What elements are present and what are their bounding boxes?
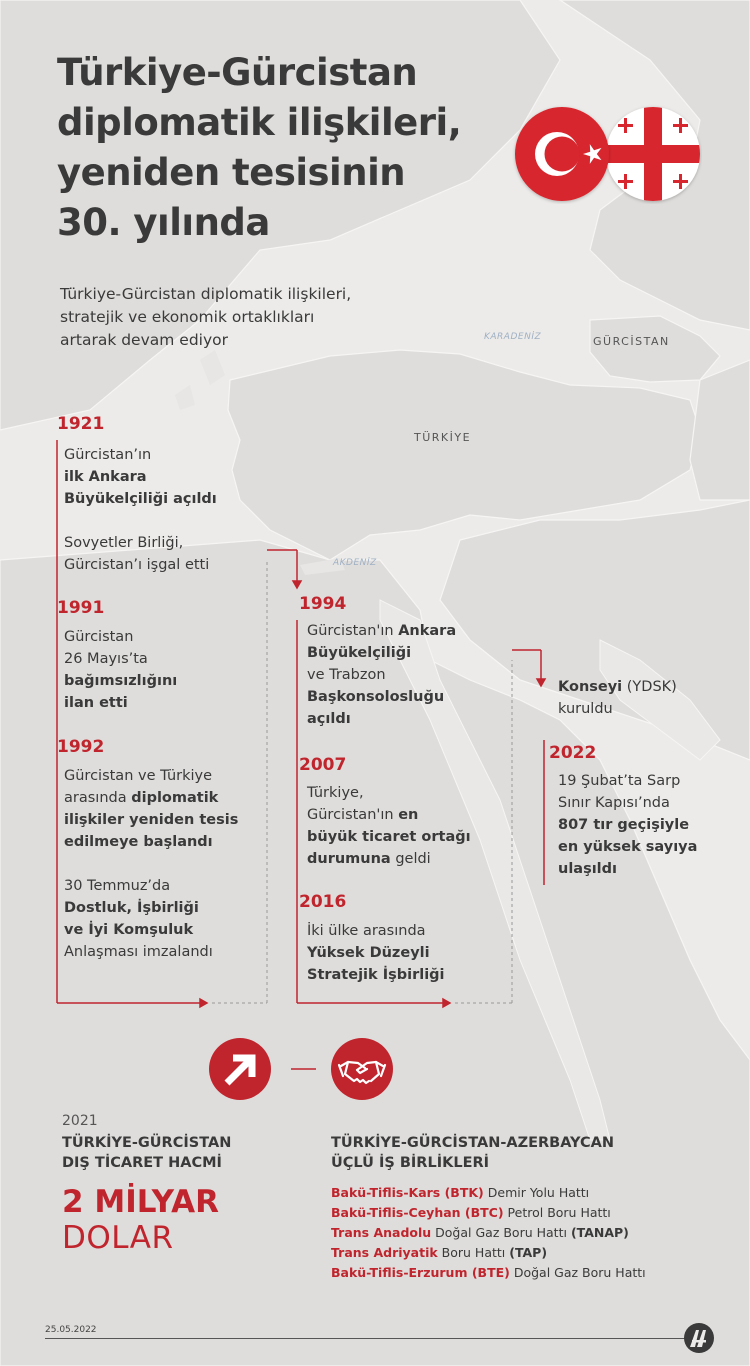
event-highlight: durumuna: [307, 851, 391, 867]
year-2016: 2016: [299, 892, 347, 912]
year-2022: 2022: [549, 743, 597, 763]
event-highlight: 807 tır geçişiyle: [558, 817, 690, 833]
event-highlight: açıldı: [307, 711, 351, 727]
event-line: kuruldu: [558, 701, 613, 717]
event-highlight: en yüksek sayıya: [558, 839, 698, 855]
event-line: geldi: [395, 851, 431, 867]
event-highlight: Büyükelçiliği açıldı: [64, 491, 217, 507]
event-line: Anlaşması imzalandı: [64, 944, 213, 960]
project-name: Trans Anadolu: [331, 1225, 432, 1240]
list-item: [331, 1243, 646, 1263]
title-line: Türkiye-Gürcistan: [57, 51, 418, 94]
subtitle-line: stratejik ve ekonomik ortaklıkları: [60, 308, 315, 326]
projects-heading-line: TÜRKİYE-GÜRCİSTAN-AZERBAYCAN: [331, 1135, 615, 1151]
event-highlight: en: [398, 807, 419, 823]
project-name: Trans Adriyatik: [331, 1245, 438, 1260]
list-item: [331, 1183, 646, 1203]
event-highlight: Dostluk, İşbirliği: [64, 900, 199, 916]
project-name: Bakü-Tiflis-Ceyhan (BTC): [331, 1205, 504, 1220]
event-line: Sınır Kapısı’nda: [558, 795, 670, 811]
event-1992-relations: [64, 765, 238, 853]
project-suffix: (TANAP): [570, 1225, 629, 1240]
project-desc: Petrol Boru Hattı: [507, 1205, 611, 1220]
year-1921: 1921: [57, 414, 105, 434]
event-line: Gürcistan: [64, 629, 134, 645]
event-highlight: Büyükelçiliği: [307, 645, 412, 661]
event-2022: [558, 770, 697, 880]
title-line: yeniden tesisinin: [57, 151, 406, 194]
event-highlight: Başkonsolosluğu: [307, 689, 445, 705]
list-item: [331, 1223, 646, 1243]
aa-logo: [683, 1322, 715, 1354]
event-highlight: ilk Ankara: [64, 469, 147, 485]
map-label-black-sea: KARADENİZ: [484, 332, 542, 342]
event-line: (YDSK): [626, 679, 677, 695]
trade-heading: [62, 1133, 231, 1173]
event-1991: [64, 626, 177, 714]
event-line: ve Trabzon: [307, 667, 386, 683]
event-highlight: Ankara: [398, 623, 457, 639]
event-highlight: büyük ticaret ortağı: [307, 829, 471, 845]
event-2016-continued: [558, 676, 677, 720]
projects-heading-line: ÜÇLÜ İŞ BİRLİKLERİ: [331, 1155, 490, 1171]
event-line: Gürcistan’ı işgal etti: [64, 557, 210, 573]
event-1994: [307, 620, 456, 730]
year-2007: 2007: [299, 755, 347, 775]
event-highlight: bağımsızlığını: [64, 673, 178, 689]
event-line: Sovyetler Birliği,: [64, 535, 184, 551]
footer-date: 25.05.2022: [45, 1325, 97, 1335]
event-highlight: edilmeye başlandı: [64, 834, 213, 850]
year-1994: 1994: [299, 594, 347, 614]
project-desc: Boru Hattı: [441, 1245, 506, 1260]
map-label-georgia: GÜRCİSTAN: [593, 335, 670, 348]
event-highlight: ve İyi Komşuluk: [64, 922, 194, 938]
event-highlight: Konseyi: [558, 679, 623, 695]
event-highlight: ilan etti: [64, 695, 128, 711]
list-item: [331, 1203, 646, 1223]
trade-value: 2 MİLYAR: [62, 1184, 220, 1220]
event-line: Gürcistan'ın: [307, 623, 394, 639]
event-line: Gürcistan'ın: [307, 807, 394, 823]
trade-year: 2021: [62, 1113, 98, 1129]
trend-up-arrow-icon: [209, 1038, 271, 1100]
project-desc: Doğal Gaz Boru Hattı: [435, 1225, 567, 1240]
footer-divider: [45, 1338, 685, 1339]
title-line: diplomatik ilişkileri,: [57, 101, 462, 144]
event-2016: [307, 920, 445, 986]
event-line: 26 Mayıs’ta: [64, 651, 148, 667]
map-label-mediterranean: AKDENİZ: [333, 558, 377, 568]
project-name: Bakü-Tiflis-Kars (BTK): [331, 1185, 484, 1200]
handshake-icon: [331, 1038, 393, 1100]
event-line: 30 Temmuz’da: [64, 878, 171, 894]
event-1921-embassy: [64, 444, 217, 510]
project-desc: Doğal Gaz Boru Hattı: [513, 1265, 646, 1280]
event-line: 19 Şubat’ta Sarp: [558, 773, 681, 789]
event-line: Gürcistan’ın: [64, 447, 152, 463]
event-highlight: ulaşıldı: [558, 861, 617, 877]
trade-heading-line: TÜRKİYE-GÜRCİSTAN: [62, 1135, 232, 1151]
event-highlight: Yüksek Düzeyli: [307, 945, 430, 961]
trade-heading-line: DIŞ TİCARET HACMİ: [62, 1155, 222, 1171]
event-line: Türkiye,: [307, 785, 364, 801]
event-1921-occupation: [64, 532, 209, 576]
event-highlight: Stratejik İşbirliği: [307, 967, 445, 983]
year-1991: 1991: [57, 598, 105, 618]
event-highlight: diplomatik: [131, 790, 219, 806]
event-line: arasında: [64, 790, 127, 806]
event-line: İki ülke arasında: [307, 923, 426, 939]
event-2007: [307, 782, 471, 870]
project-name: Bakü-Tiflis-Erzurum (BTE): [331, 1265, 510, 1280]
subtitle-line: Türkiye-Gürcistan diplomatik ilişkileri,: [60, 285, 352, 303]
event-line: Gürcistan ve Türkiye: [64, 768, 213, 784]
event-1992-agreement: [64, 875, 213, 963]
projects-heading: [331, 1133, 614, 1173]
project-desc: Demir Yolu Hattı: [487, 1185, 590, 1200]
list-item: [331, 1263, 646, 1283]
map-label-turkey: TÜRKİYE: [414, 431, 472, 444]
event-highlight: ilişkiler yeniden tesis: [64, 812, 239, 828]
project-suffix: (TAP): [509, 1245, 548, 1260]
title-line: 30. yılında: [57, 201, 270, 244]
subtitle-line: artarak devam ediyor: [60, 331, 229, 349]
projects-list: [331, 1183, 646, 1283]
year-1992: 1992: [57, 737, 105, 757]
trade-unit: DOLAR: [62, 1220, 174, 1256]
